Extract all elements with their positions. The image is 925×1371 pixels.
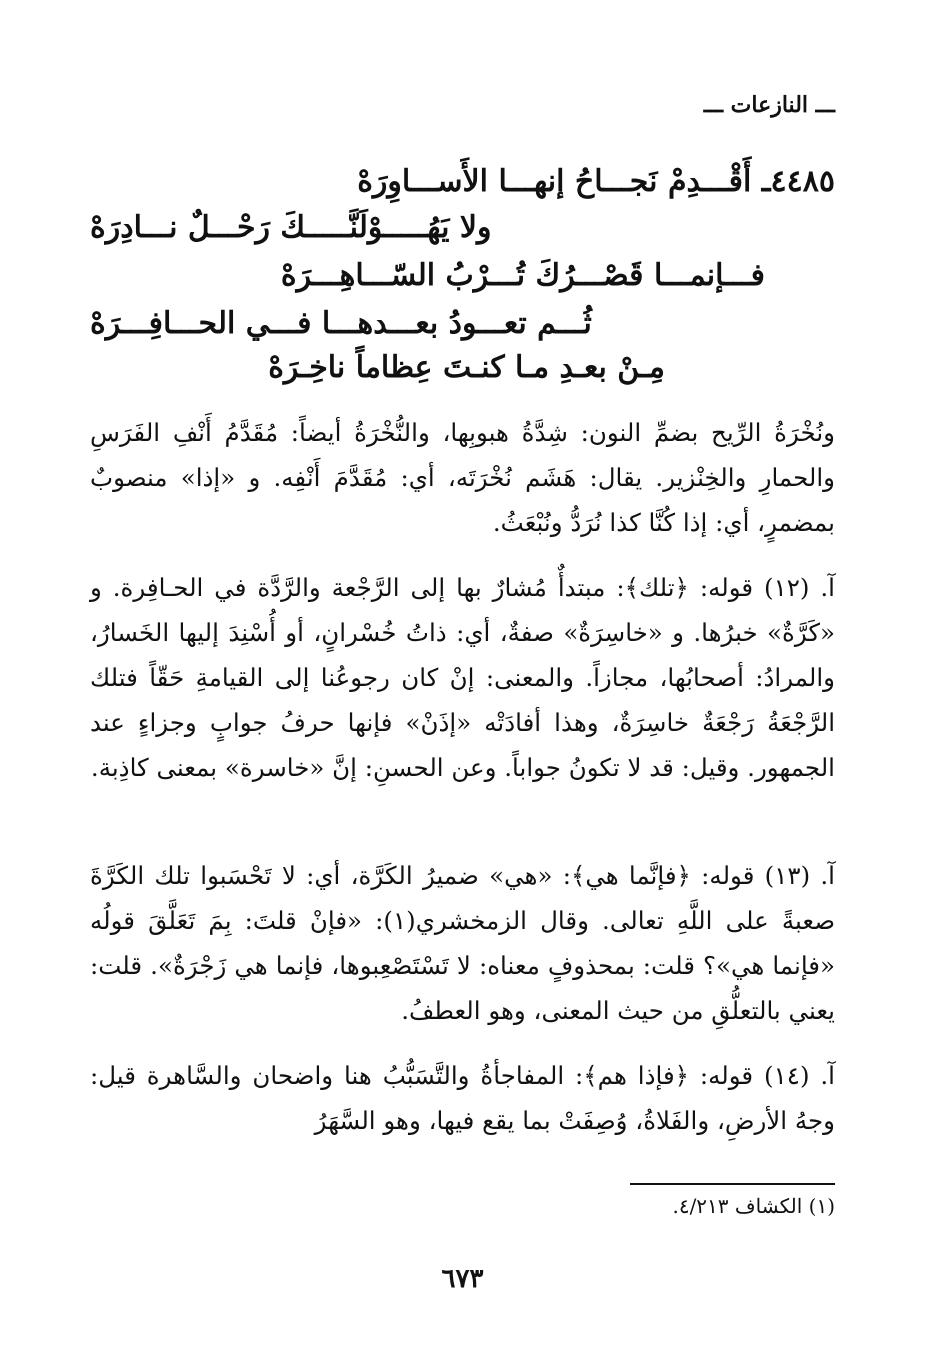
page-number: ٦٧٣: [441, 1264, 484, 1294]
running-header: ـــ النازعات ـــ: [703, 92, 835, 118]
paragraph-verse-14: آ. (١٤) قوله: ﴿فإذا هم﴾: المفاجأةُ والتَّسَبُّبُ هنا واضحان والسَّاهرة قيل: وجهُ الأرضِ، والفَلاةُ، وُصِفَتْ بما يقع فيها، وهو السَّهَرُ: [90, 1061, 835, 1135]
verse-line-3: فـــإنمـــا قَصْـــرُكَ تُـــرْبُ السّـــاهِـــرَهْ: [280, 258, 765, 293]
paragraph-verse-12: آ. (١٢) قوله: ﴿تلك﴾: مبتدأٌ مُشارٌ بها إلى الرَّجْعة والرَّدَّة في الحـافِرة. و «كَرَّةٌ» خبرُها. و «خاسِرَةٌ» صفةٌ، أي: ذاتُ خُسْرانٍ، أو أُسْنِدَ إليها الخَسارُ، والمرادُ: أصحابُها، مجازاً. والمعنى: إنْ كان رجوعُنا إلى القيامةِ حَقّاً فتلك الرَّجْعَةُ رَجْعَةٌ خاسِرَةٌ، وهذا أفادَتْه «إذَنْ» فإنها حرفُ جوابٍ وجزاءٍ عند الجمهور. وقيل: قد لا تكونُ جواباً. وعن الحسنِ: إنَّ «خاسرة» بمعنى كاذِبة.: [90, 573, 835, 782]
verse-line-4: ثُـــم تعـــودُ بعـــدهـــا فـــي الحـــافِـــرَهْ: [90, 306, 592, 341]
paragraph-nukhra: ونُخْرَةُ الرِّيح بضمِّ النون: شِدَّةُ هبوبِها، والنُّخْرَةُ أيضاً: مُقَدَّمُ أَنْفِ الفَرَسِ والحمارِ والخِنْزير. يقال: هَشَم نُخْرَتَه، أي: مُقَدَّمَ أَنْفِه. و «إذا» منصوبٌ بمضمرٍ، أي: إذا كُنَّا كذا نُرَدُّ ونُبْعَثُ.: [90, 418, 835, 537]
footnote-divider: [630, 1183, 835, 1185]
footnote: (١) الكشاف ٤/٢١٣.: [672, 1194, 835, 1218]
verse-line-1: ٤٤٨٥ـ أَقْـــدِمْ نَجـــاحُ إنهـــا الأَســـاوِرَهْ: [357, 164, 835, 199]
verse-line-5: مِـنْ بعـدِ مـا كنـتَ عِظاماً ناخِـرَهْ: [268, 350, 665, 385]
verse-line-2: ولا يَهُـــــوْلَنَّـــــكَ رَحْـــلٌ نـــادِرَهْ: [90, 210, 492, 245]
paragraph-verse-13: آ. (١٣) قوله: ﴿فإنَّما هي﴾: «هي» ضميرُ الكَرَّة، أي: لا تَحْسَبوا تلك الكَرَّةَ صعبةً على اللَّهِ تعالى. وقال الزمخشري(١): «فإنْ قلتَ: بِمَ تَعَلَّقَ قولُه «فإنما هي»؟ قلت: بمحذوفٍ معناه: لا تَسْتَصْعِبوها، فإنما هي زَجْرَةٌ». قلت: يعني بالتعلُّقِ من حيث المعنى، وهو العطفُ.: [90, 861, 835, 1025]
